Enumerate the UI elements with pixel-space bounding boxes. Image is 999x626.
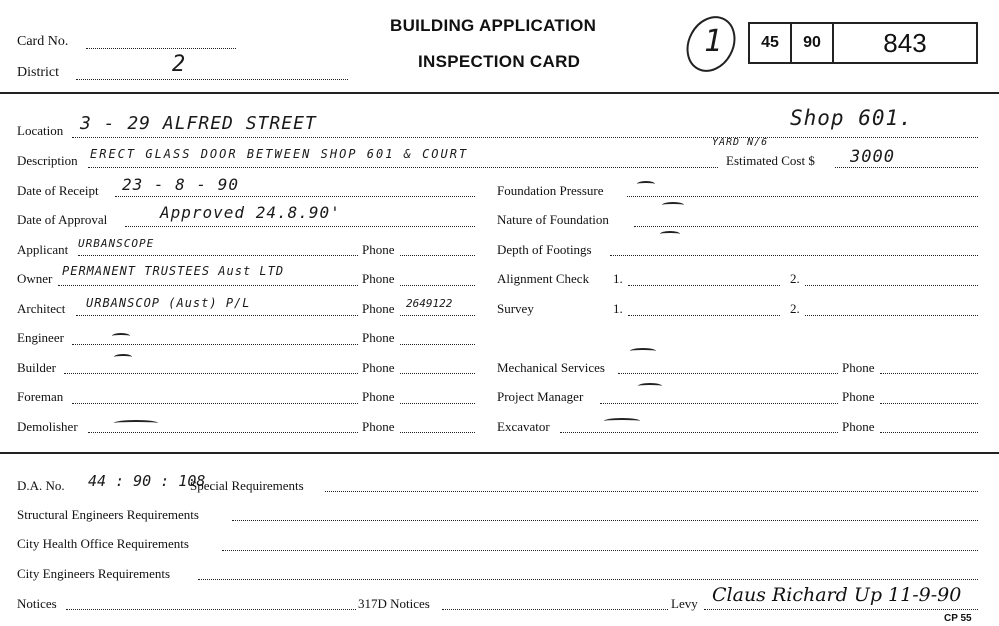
- district-label: District: [17, 65, 59, 80]
- da-no-value: 44 : 90 : 108: [88, 472, 206, 490]
- card-no-line: [86, 48, 236, 49]
- title-line2: INSPECTION CARD: [418, 52, 581, 71]
- description-note: YARD N/6: [712, 137, 769, 148]
- district-value: 2: [172, 52, 187, 77]
- phone-label: Phone: [362, 271, 395, 286]
- blank-dash: [638, 383, 662, 389]
- architect-value: URBANSCOP (Aust) P/L: [86, 296, 251, 310]
- top-divider: [0, 92, 999, 94]
- blank-dash: [660, 231, 680, 237]
- date-receipt-line: [115, 196, 475, 197]
- health-req-label: City Health Office Requirements: [17, 536, 189, 551]
- da-no-label: D.A. No.: [17, 478, 65, 493]
- survey-1-line: [628, 315, 780, 316]
- builder-label: Builder: [17, 360, 56, 375]
- survey-label: Survey: [497, 301, 534, 316]
- blank-dash: [662, 202, 684, 208]
- phone-label: Phone: [842, 360, 875, 375]
- depth-footings-label: Depth of Footings: [497, 242, 592, 257]
- phone-line: [400, 285, 475, 286]
- estimated-cost-value: 3000: [850, 147, 895, 167]
- architect-label: Architect: [17, 301, 66, 316]
- alignment-1: 1.: [613, 271, 623, 286]
- survey-2-line: [805, 315, 978, 316]
- architect-line: [76, 315, 358, 316]
- foundation-pressure-line: [627, 196, 978, 197]
- phone-label: Phone: [362, 389, 395, 404]
- phone-line: [400, 432, 475, 433]
- box-b: 90: [790, 22, 834, 64]
- circled-number: [680, 14, 742, 74]
- phone-label: Phone: [362, 242, 395, 257]
- owner-label: Owner: [17, 271, 53, 286]
- structural-req-label: Structural Engineers Requirements: [17, 507, 199, 522]
- demolisher-label: Demolisher: [17, 419, 78, 434]
- levy-label: Levy: [671, 596, 698, 611]
- phone-label: Phone: [362, 360, 395, 375]
- notices-line: [66, 609, 356, 610]
- demolisher-line: [88, 432, 358, 433]
- alignment-2-line: [805, 285, 978, 286]
- survey-1: 1.: [613, 301, 623, 316]
- circled-number-text: 1: [704, 24, 724, 59]
- engineer-label: Engineer: [17, 330, 64, 345]
- survey-2: 2.: [790, 301, 800, 316]
- alignment-check-label: Alignment Check: [497, 271, 590, 286]
- builder-line: [64, 373, 358, 374]
- box-c: 843: [832, 22, 978, 64]
- mechanical-services-line: [618, 373, 838, 374]
- notices-label: Notices: [17, 596, 57, 611]
- estimated-cost-label: Estimated Cost $: [726, 153, 815, 168]
- phone-line: [880, 403, 978, 404]
- blank-dash: [112, 333, 130, 339]
- phone-line: [400, 373, 475, 374]
- location-value: 3 - 29 ALFRED STREET: [80, 113, 317, 134]
- nature-foundation-line: [634, 226, 978, 227]
- blank-dash: [114, 354, 132, 360]
- foundation-pressure-label: Foundation Pressure: [497, 183, 604, 198]
- special-req-label: Special Requirements: [190, 478, 304, 493]
- engineers-req-label: City Engineers Requirements: [17, 566, 171, 581]
- phone-label: Phone: [842, 389, 875, 404]
- applicant-line: [78, 255, 358, 256]
- engineer-line: [72, 344, 358, 345]
- phone-label: Phone: [362, 330, 395, 345]
- alignment-1-line: [628, 285, 780, 286]
- estimated-cost-line: [835, 167, 978, 168]
- architect-phone: 2649122: [406, 297, 453, 310]
- structural-req-line: [232, 520, 978, 521]
- phone-line: [400, 344, 475, 345]
- levy-signature: Claus Richard Up 11-9-90: [712, 584, 962, 606]
- foreman-label: Foreman: [17, 389, 64, 404]
- owner-line: [58, 285, 358, 286]
- special-req-line: [325, 491, 978, 492]
- excavator-line: [560, 432, 838, 433]
- alignment-2: 2.: [790, 271, 800, 286]
- foreman-line: [72, 403, 358, 404]
- notices-317d-line: [442, 609, 668, 610]
- description-label: Description: [17, 153, 78, 168]
- nature-foundation-label: Nature of Foundation: [497, 212, 609, 227]
- notices-317d-label: 317D Notices: [358, 596, 430, 611]
- district-line: [76, 79, 348, 80]
- mechanical-services-label: Mechanical Services: [497, 360, 605, 375]
- location-label: Location: [17, 123, 64, 138]
- date-receipt-label: Date of Receipt: [17, 183, 99, 198]
- box-a: 45: [748, 22, 792, 64]
- phone-line: [400, 403, 475, 404]
- date-approval-label: Date of Approval: [17, 212, 108, 227]
- phone-label: Phone: [842, 419, 875, 434]
- location-line: [72, 137, 978, 138]
- description-value: ERECT GLASS DOOR BETWEEN SHOP 601 & COURT: [90, 147, 469, 161]
- phone-label: Phone: [362, 301, 395, 316]
- owner-value: PERMANENT TRUSTEES Aust LTD: [62, 264, 285, 278]
- title-line1: BUILDING APPLICATION: [390, 16, 597, 35]
- blank-dash: [637, 181, 655, 187]
- blank-dash: [114, 420, 158, 426]
- depth-footings-line: [610, 255, 978, 256]
- phone-line: [880, 432, 978, 433]
- project-manager-line: [600, 403, 838, 404]
- applicant-label: Applicant: [17, 242, 69, 257]
- blank-dash: [604, 418, 640, 424]
- date-approval-value: Approved 24.8.90': [160, 203, 341, 222]
- location-shop: Shop 601.: [790, 106, 913, 130]
- phone-line: [880, 373, 978, 374]
- phone-line: [400, 315, 475, 316]
- health-req-line: [222, 550, 978, 551]
- levy-line: [704, 609, 978, 610]
- applicant-value: URBANSCOPE: [78, 237, 155, 250]
- engineers-req-line: [198, 579, 978, 580]
- date-approval-line: [125, 226, 475, 227]
- phone-label: Phone: [362, 419, 395, 434]
- description-line: [88, 167, 718, 168]
- excavator-label: Excavator: [497, 419, 550, 434]
- bottom-divider: [0, 452, 999, 454]
- date-receipt-value: 23 - 8 - 90: [122, 175, 239, 194]
- form-code: CP 55: [944, 613, 972, 624]
- blank-dash: [630, 348, 656, 354]
- phone-line: [400, 255, 475, 256]
- card-no-label: Card No.: [17, 34, 69, 49]
- project-manager-label: Project Manager: [497, 389, 584, 404]
